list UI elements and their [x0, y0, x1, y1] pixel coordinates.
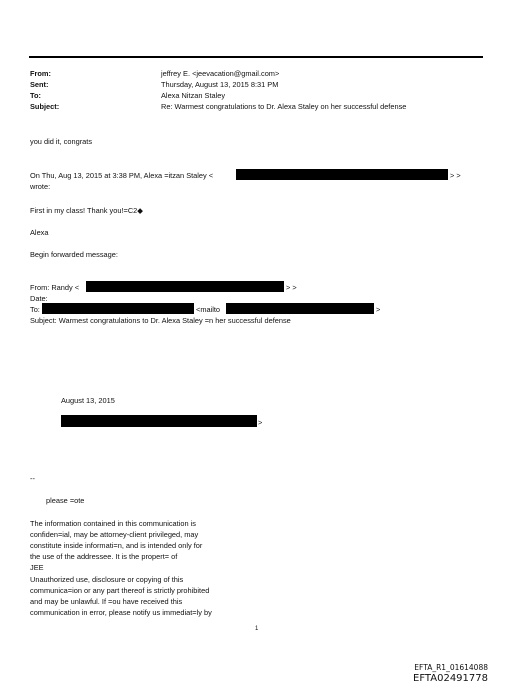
redaction-bar: [86, 281, 284, 292]
to-value: Alexa Nitzan Staley: [161, 91, 226, 100]
signature: Alexa: [30, 228, 49, 237]
redaction-bar: [226, 303, 374, 314]
to-label: To:: [30, 91, 41, 100]
footer-id-small: EFTA_R1_01614088: [414, 663, 488, 672]
forwarded-from: From: Randy <: [30, 283, 80, 292]
from-label: From:: [30, 69, 51, 78]
forwarded-date: Date:: [30, 294, 48, 303]
quote-intro: On Thu, Aug 13, 2015 at 3:38 PM, Alexa =itzan Staley <: [30, 171, 214, 180]
forwarded-mailto: <mailto: [196, 305, 221, 314]
redaction-bar: [42, 303, 194, 314]
redaction-bar: [61, 415, 257, 427]
disclaimer-line: confiden=ial, may be attorney-client privileged, may: [30, 530, 199, 539]
signature-dashes: --: [30, 474, 35, 483]
page-number: 1: [255, 626, 259, 632]
disclaimer-line: and may be unlawful. If =ou have received this: [30, 597, 183, 606]
disclaimer-line: communication in error, please notify us immediat=ly by: [30, 608, 212, 617]
quote-wrote: wrote:: [30, 182, 51, 191]
forwarded-to-end: >: [376, 305, 381, 314]
sent-value: Thursday, August 13, 2015 8:31 PM: [161, 80, 279, 89]
please-note: please =ote: [46, 496, 85, 505]
subject-label: Subject:: [30, 102, 60, 111]
disclaimer-line: The information contained in this communication is: [30, 519, 196, 528]
disclaimer-line: communica=ion or any part thereof is strictly prohibited: [30, 586, 210, 595]
sent-label: Sent:: [30, 80, 49, 89]
header-rule: [29, 56, 483, 58]
disclaimer-line: JEE: [30, 563, 44, 572]
disclaimer-line: Unauthorized use, disclosure or copying of this: [30, 575, 184, 584]
forwarded-to: To:: [30, 305, 40, 314]
from-value: jeffrey E. <jeevacation@gmail.com>: [161, 69, 280, 78]
disclaimer-line: constitute inside informati=n, and is intended only for: [30, 541, 203, 550]
redaction-bar: [236, 169, 448, 180]
footer-id-large: EFTA02491778: [413, 673, 488, 684]
quote-intro-end: > >: [450, 171, 461, 180]
disclaimer-line: the use of the addressee. It is the propert= of: [30, 552, 178, 561]
reply-line: you did it, congrats: [30, 137, 93, 146]
letter-date: August 13, 2015: [61, 396, 115, 405]
begin-forwarded: Begin forwarded message:: [30, 250, 118, 259]
subject-value: Re: Warmest congratulations to Dr. Alexa Staley on her successful defense: [161, 102, 407, 111]
first-line: First in my class! Thank you!=C2◆: [30, 206, 143, 215]
forwarded-subject: Subject: Warmest congratulations to Dr. Alexa Staley =n her successful defense: [30, 316, 291, 325]
letter-line-end: >: [258, 418, 263, 427]
forwarded-from-end: > >: [286, 283, 297, 292]
